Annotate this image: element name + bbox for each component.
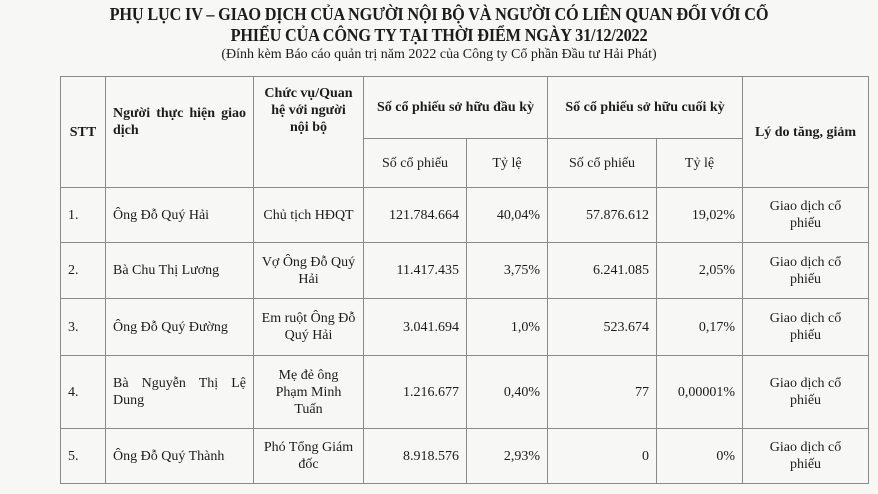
- cell-position: Em ruột Ông Đỗ Quý Hải: [254, 299, 364, 356]
- cell-person: Ông Đỗ Quý Hải: [106, 188, 254, 243]
- cell-close-shares: 6.241.085: [548, 243, 657, 299]
- cell-stt: 5.: [61, 429, 106, 484]
- title-line-2: PHIẾU CỦA CÔNG TY TẠI THỜI ĐIỂM NGÀY 31/12/2022: [230, 25, 648, 45]
- cell-close-shares: 77: [548, 356, 657, 429]
- document-subtitle: (Đính kèm Báo cáo quản trị năm 2022 của Công ty Cổ phần Đầu tư Hải Phát): [221, 47, 657, 62]
- cell-person: Ông Đỗ Quý Thành: [106, 429, 254, 484]
- cell-person: Bà Chu Thị Lương: [106, 243, 254, 299]
- cell-person: Ông Đỗ Quý Đường: [106, 299, 254, 356]
- cell-open-shares: 1.216.677: [364, 356, 467, 429]
- header-reason: Lý do tăng, giảm: [743, 77, 869, 188]
- insider-transactions-table: [60, 76, 869, 484]
- cell-reason: Giao dịch cổ phiếu: [743, 188, 869, 243]
- cell-close-shares: 523.674: [548, 299, 657, 356]
- cell-stt: 4.: [61, 356, 106, 429]
- cell-position: Phó Tổng Giám đốc: [254, 429, 364, 484]
- cell-reason: Giao dịch cổ phiếu: [743, 356, 869, 429]
- header-stt: STT: [61, 77, 106, 188]
- cell-stt: 2.: [61, 243, 106, 299]
- cell-person: Bà Nguyễn Thị Lệ Dung: [106, 356, 254, 429]
- cell-close-ratio: 2,05%: [657, 243, 743, 299]
- cell-reason: Giao dịch cổ phiếu: [743, 429, 869, 484]
- cell-open-shares: 121.784.664: [364, 188, 467, 243]
- document-title: [31, 4, 848, 46]
- cell-open-ratio: 1,0%: [467, 299, 548, 356]
- cell-open-ratio: 2,93%: [467, 429, 548, 484]
- cell-close-shares: 57.876.612: [548, 188, 657, 243]
- cell-position: Vợ Ông Đỗ Quý Hải: [254, 243, 364, 299]
- cell-reason: Giao dịch cổ phiếu: [743, 243, 869, 299]
- table-row: [61, 243, 869, 299]
- header-close-ratio: Tỷ lệ: [657, 139, 743, 188]
- cell-open-ratio: 0,40%: [467, 356, 548, 429]
- cell-stt: 1.: [61, 188, 106, 243]
- cell-close-ratio: 0,00001%: [657, 356, 743, 429]
- cell-open-ratio: 40,04%: [467, 188, 548, 243]
- header-opening: Số cổ phiếu sở hữu đầu kỳ: [364, 77, 548, 139]
- table-row: [61, 188, 869, 243]
- title-line-1: PHỤ LỤC IV – GIAO DỊCH CỦA NGƯỜI NỘI BỘ VÀ NGƯỜI CÓ LIÊN QUAN ĐỐI VỚI CỔ: [109, 4, 769, 24]
- cell-position: Chủ tịch HĐQT: [254, 188, 364, 243]
- header-open-shares: Số cổ phiếu: [364, 139, 467, 188]
- table-row: [61, 299, 869, 356]
- header-close-shares: Số cổ phiếu: [548, 139, 657, 188]
- cell-stt: 3.: [61, 299, 106, 356]
- cell-close-ratio: 0%: [657, 429, 743, 484]
- cell-open-ratio: 3,75%: [467, 243, 548, 299]
- cell-close-shares: 0: [548, 429, 657, 484]
- header-closing: Số cổ phiếu sở hữu cuối kỳ: [548, 77, 743, 139]
- cell-open-shares: 8.918.576: [364, 429, 467, 484]
- header-open-ratio: Tỷ lệ: [467, 139, 548, 188]
- header-person: Người thực hiện giao dịch: [106, 77, 254, 188]
- cell-open-shares: 11.417.435: [364, 243, 467, 299]
- cell-close-ratio: 0,17%: [657, 299, 743, 356]
- table-row: [61, 356, 869, 429]
- cell-position: Mẹ đẻ ông Phạm Minh Tuấn: [254, 356, 364, 429]
- cell-close-ratio: 19,02%: [657, 188, 743, 243]
- cell-open-shares: 3.041.694: [364, 299, 467, 356]
- header-position: Chức vụ/Quan hệ với người nội bộ: [254, 77, 364, 188]
- cell-reason: Giao dịch cổ phiếu: [743, 299, 869, 356]
- table-row: [61, 429, 869, 484]
